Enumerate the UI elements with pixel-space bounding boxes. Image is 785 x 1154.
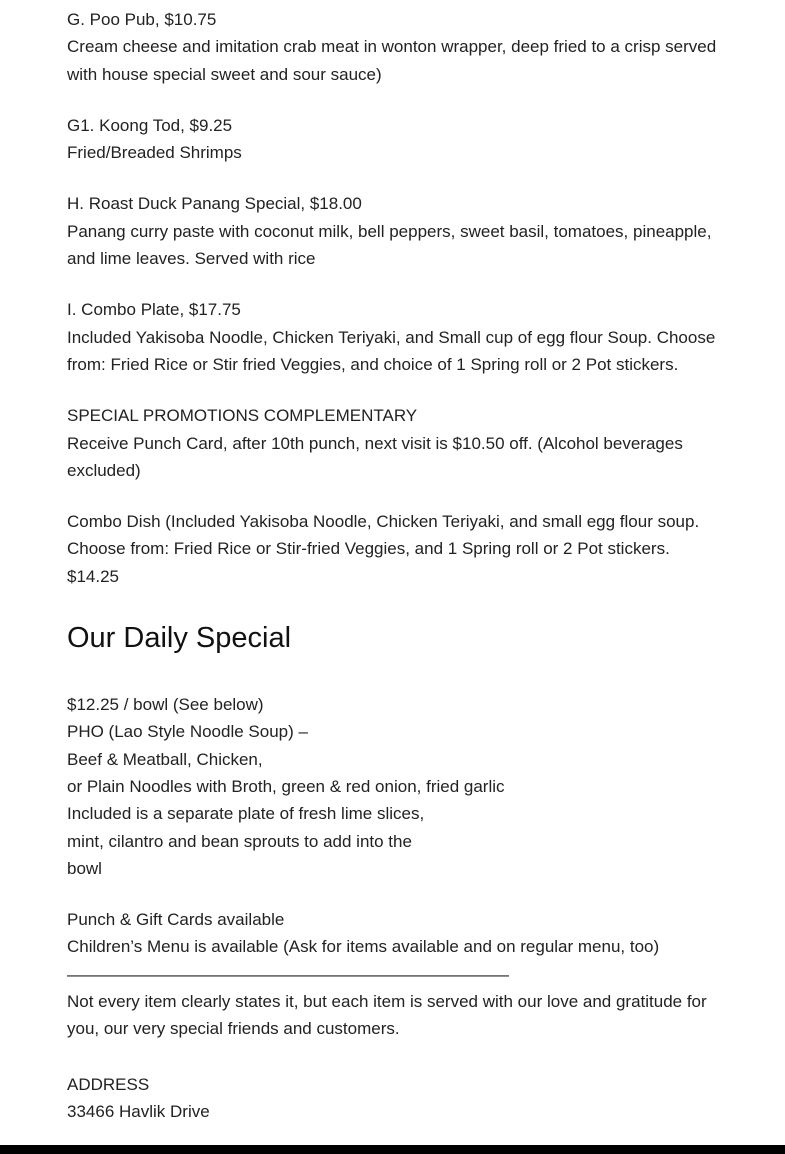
closing-note: Not every item clearly states it, but each item is served with our love and gratitude for you, our very special friends and customers. [67,992,707,1039]
info-section [67,906,727,988]
menu-item-description: Panang curry paste with coconut milk, bell peppers, sweet basil, tomatoes, pineapple, and lime leaves. Served with rice [67,221,712,269]
daily-special-line: Included is a separate plate of fresh lime slices, [67,804,425,824]
address-street: 33466 Havlik Drive [67,1101,210,1121]
daily-special-line: Beef & Meatball, Chicken, [67,749,263,769]
gift-cards-note: Punch & Gift Cards available [67,910,285,930]
daily-special-heading: Our Daily Special [67,622,292,655]
daily-special-details [67,691,727,882]
address-label: ADDRESS [67,1074,150,1094]
menu-item-title: G1. Koong Tod, $9.25 [67,115,233,135]
address-section [67,1071,727,1126]
menu-item-description: Included Yakisoba Noodle, Chicken Teriyaki, and Small cup of egg flour Soup. Choose from: Fried Rice or Stir fried Veggies, and choice of 1 Spring roll or 2 Pot stickers. [67,327,716,374]
menu-item-title: H. Roast Duck Panang Special, $18.00 [67,194,362,214]
daily-special-line: mint, cilantro and bean sprouts to add into the [67,831,412,851]
bottom-bar [0,1145,785,1154]
menu-item-roast-duck-panang [67,190,727,272]
special-promotions [67,402,727,484]
daily-special-line: bowl [67,858,102,878]
daily-special-line: PHO (Lao Style Noodle Soup) – [67,722,308,742]
combo-dish-text: Combo Dish (Included Yakisoba Noodle, Chicken Teriyaki, and small egg flour soup. Choose from: Fried Rice or Stir-fried Veggies, and 1 Spring roll or 2 Pot stickers. [67,512,700,559]
divider-rule: —————————————————————————— [67,964,509,984]
promotions-title: SPECIAL PROMOTIONS COMPLEMENTARY [67,406,418,426]
menu-item-description: Fried/Breaded Shrimps [67,143,242,163]
menu-item-koong-tod [67,112,727,167]
menu-item-combo-plate [67,296,727,378]
combo-dish [67,508,727,590]
menu-item-title: I. Combo Plate, $17.75 [67,300,241,320]
childrens-menu-note: Children’s Menu is available (Ask for items available and on regular menu, too) [67,937,660,957]
promotions-description: Receive Punch Card, after 10th punch, next visit is $10.50 off. (Alcohol beverages excluded) [67,433,683,480]
daily-special-line: or Plain Noodles with Broth, green & red onion, fried garlic [67,776,505,796]
menu-content [67,6,727,1125]
menu-item-poo-pub [67,6,727,88]
daily-special-line: $12.25 / bowl (See below) [67,695,264,715]
menu-item-title: G. Poo Pub, $10.75 [67,10,217,29]
combo-dish-price: $14.25 [67,566,119,586]
menu-item-description: Cream cheese and imitation crab meat in wonton wrapper, deep fried to a crisp served with house special sweet and sour sauce) [67,37,717,84]
